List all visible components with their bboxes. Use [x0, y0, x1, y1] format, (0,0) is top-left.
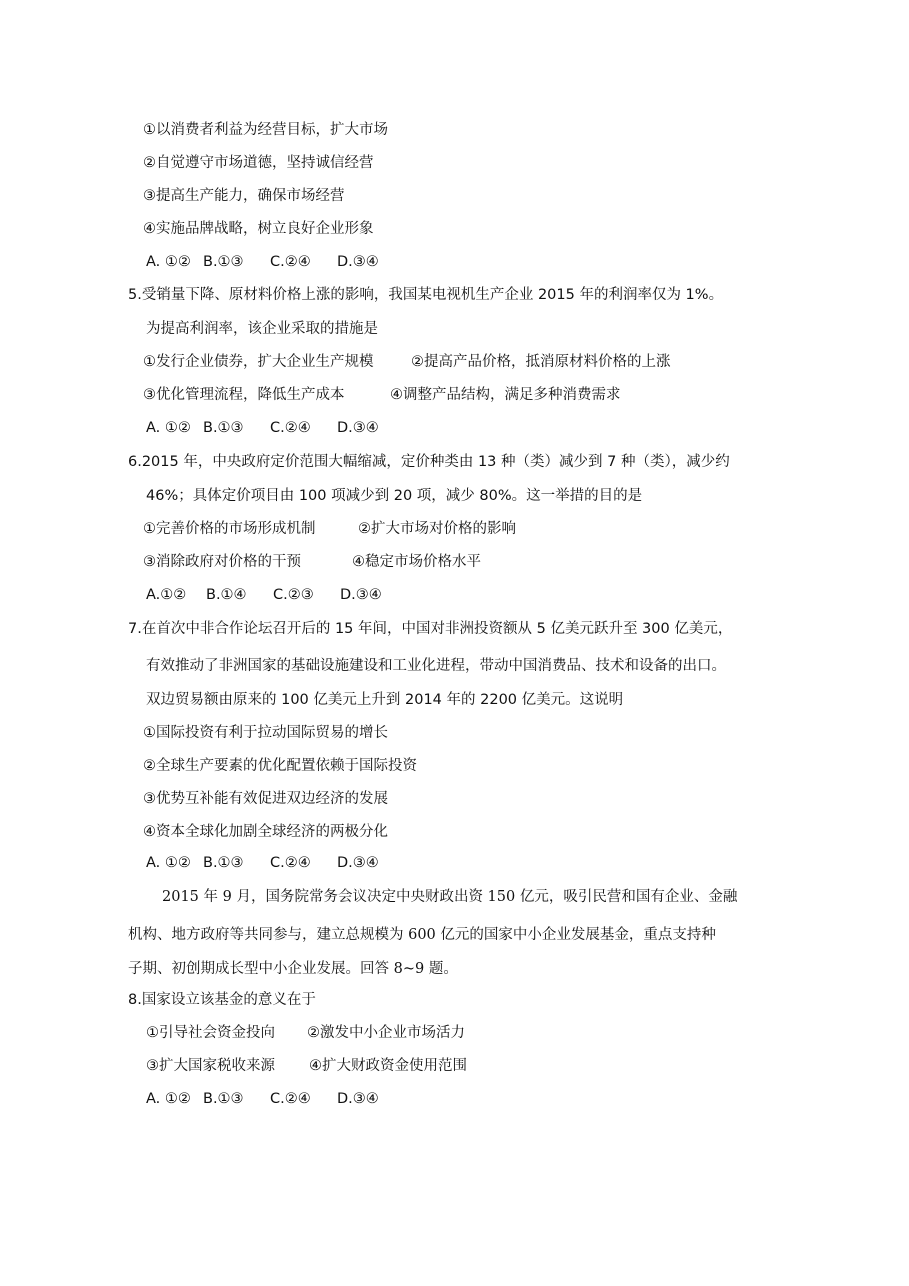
q8-option-a: A. ①② [146, 1091, 191, 1107]
q7-option-c: C.②④ [270, 855, 311, 871]
q5-item-4: ④调整产品结构，满足多种消费需求 [390, 387, 621, 403]
q5-option-b: B.①③ [203, 420, 244, 436]
q4-item-2: ②自觉遵守市场道德，坚持诚信经营 [143, 155, 374, 171]
q8-option-c: C.②④ [270, 1091, 311, 1107]
q4-item-1: ①以消费者利益为经营目标，扩大市场 [143, 122, 388, 138]
q7-item-1: ①国际投资有利于拉动国际贸易的增长 [143, 725, 388, 741]
q6-stem-line-2: 46%；具体定价项目由 100 项减少到 20 项，减少 80%。这一举措的目的是 [146, 488, 643, 504]
q6-item-4: ④稳定市场价格水平 [352, 554, 481, 570]
q5-option-c: C.②④ [270, 420, 311, 436]
q8-stem: 8.国家设立该基金的意义在于 [128, 992, 316, 1008]
q8-item-2: ②激发中小企业市场活力 [307, 1025, 465, 1041]
q7-stem-line-1: 7.在首次中非合作论坛召开后的 15 年间，中国对非洲投资额从 5 亿美元跃升至 300 亿美元， [128, 621, 733, 637]
q4-item-3: ③提高生产能力，确保市场经营 [143, 188, 345, 204]
q5-option-d: D.③④ [337, 420, 379, 436]
q4-option-c: C.②④ [270, 254, 311, 270]
q8-option-d: D.③④ [337, 1091, 379, 1107]
q6-option-a: A.①② [146, 587, 187, 603]
q6-option-c: C.②③ [273, 587, 314, 603]
q7-stem-line-3: 双边贸易额由原来的 100 亿美元上升到 2014 年的 2200 亿美元。这说明 [146, 692, 624, 708]
q4-option-a: A. ①② [146, 254, 191, 270]
q7-stem-line-2: 有效推动了非洲国家的基础设施建设和工业化进程，带动中国消费品、技术和设备的出口。 [146, 658, 726, 674]
q5-item-2: ②提高产品价格，抵消原材料价格的上涨 [411, 354, 671, 370]
q6-option-b: B.①④ [206, 587, 247, 603]
q5-option-a: A. ①② [146, 420, 191, 436]
q5-item-3: ③优化管理流程，降低生产成本 [143, 387, 345, 403]
q6-option-d: D.③④ [340, 587, 382, 603]
q6-item-2: ②扩大市场对价格的影响 [358, 521, 516, 537]
q7-option-b: B.①③ [203, 855, 244, 871]
q7-option-d: D.③④ [337, 855, 379, 871]
q7-item-2: ②全球生产要素的优化配置依赖于国际投资 [143, 758, 417, 774]
q5-item-1: ①发行企业债券，扩大企业生产规模 [143, 354, 374, 370]
q6-stem-line-1: 6.2015 年，中央政府定价范围大幅缩减，定价种类由 13 种（类）减少到 7 种（类），减少约 [128, 454, 730, 470]
q5-stem-line-1: 5.受销量下降、原材料价格上涨的影响，我国某电视机生产企业 2015 年的利润率仅为 1%。 [128, 287, 724, 303]
q8-option-b: B.①③ [203, 1091, 244, 1107]
q6-item-3: ③消除政府对价格的干预 [143, 554, 301, 570]
material-line-3: 子期、初创期成长型中小企业发展。回答 8~9 题。 [128, 961, 458, 977]
q7-item-3: ③优势互补能有效促进双边经济的发展 [143, 791, 388, 807]
material-line-1: 2015 年 9 月，国务院常务会议决定中央财政出资 150 亿元，吸引民营和国有企业、金融 [162, 889, 738, 905]
q4-option-b: B.①③ [203, 254, 244, 270]
q7-item-4: ④资本全球化加剧全球经济的两极分化 [143, 824, 388, 840]
q8-item-3: ③扩大国家税收来源 [146, 1058, 275, 1074]
material-line-2: 机构、地方政府等共同参与，建立总规模为 600 亿元的国家中小企业发展基金，重点支持种 [128, 927, 716, 943]
q6-item-1: ①完善价格的市场形成机制 [143, 521, 316, 537]
q8-item-1: ①引导社会资金投向 [146, 1025, 275, 1041]
q4-item-4: ④实施品牌战略，树立良好企业形象 [143, 221, 374, 237]
q5-stem-line-2: 为提高利润率，该企业采取的措施是 [146, 321, 378, 337]
q7-option-a: A. ①② [146, 855, 191, 871]
q4-option-d: D.③④ [337, 254, 379, 270]
q8-item-4: ④扩大财政资金使用范围 [309, 1058, 467, 1074]
